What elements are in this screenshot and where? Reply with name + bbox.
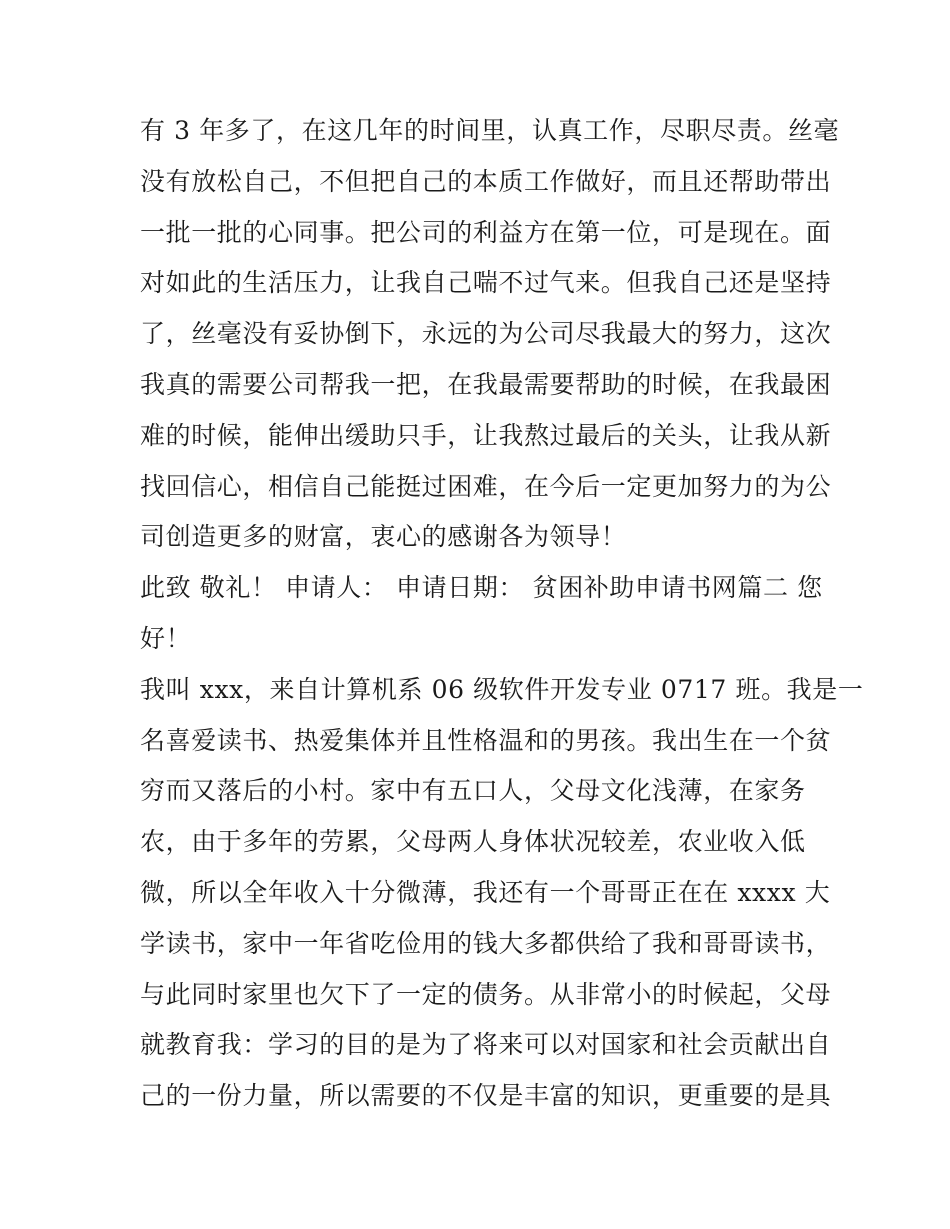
text-line: 找回信心，相信自己能挺过困难，在今后一定更加努力的为公	[140, 471, 832, 501]
text-line: 己的一份力量，所以需要的不仅是丰富的知识，更重要的是具	[140, 1081, 832, 1111]
text-line: 穷而又落后的小村。家中有五口人，父母文化浅薄，在家务	[140, 776, 806, 806]
salutation-line: 此致 敬礼！ 申请人： 申请日期： 贫困补助申请书网篇二 您	[140, 573, 823, 603]
text-line: 农，由于多年的劳累，父母两人身体状况较差，农业收入低	[140, 827, 806, 857]
text-line: 微，所以全年收入十分微薄，我还有一个哥哥正在在 xxxx 大	[140, 877, 831, 907]
text-line: 了，丝毫没有妥协倒下，永远的为公司尽我最大的努力，这次	[140, 319, 832, 349]
text-line: 学读书，家中一年省吃俭用的钱大多都供给了我和哥哥读书，	[140, 928, 832, 958]
text-line: 好！	[140, 623, 192, 653]
text-line: 就教育我：学习的目的是为了将来可以对国家和社会贡献出自	[140, 1030, 832, 1060]
text-line: 有 3 年多了，在这几年的时间里，认真工作，尽职尽责。丝毫	[140, 116, 840, 145]
text-line: 对如此的生活压力，让我自己喘不过气来。但我自己还是坚持	[140, 268, 832, 298]
text-line: 与此同时家里也欠下了一定的债务。从非常小的时候起，父母	[140, 979, 832, 1009]
text-line: 难的时候，能伸出缓助只手，让我熬过最后的关头，让我从新	[140, 420, 832, 450]
text-line: 我真的需要公司帮我一把，在我最需要帮助的时候，在我最困	[140, 369, 832, 399]
text-line: 一批一批的心同事。把公司的利益方在第一位，可是现在。面	[140, 217, 832, 247]
text-line: 司创造更多的财富，衷心的感谢各为领导！	[140, 522, 627, 552]
document-body	[140, 106, 864, 1122]
paragraph-start-line: 我叫 xxx，来自计算机系 06 级软件开发专业 0717 班。我是一	[140, 674, 864, 704]
text-line: 名喜爱读书、热爱集体并且性格温和的男孩。我出生在一个贫	[140, 725, 832, 755]
text-line: 没有放松自己，不但把自己的本质工作做好，而且还帮助带出	[140, 166, 832, 196]
